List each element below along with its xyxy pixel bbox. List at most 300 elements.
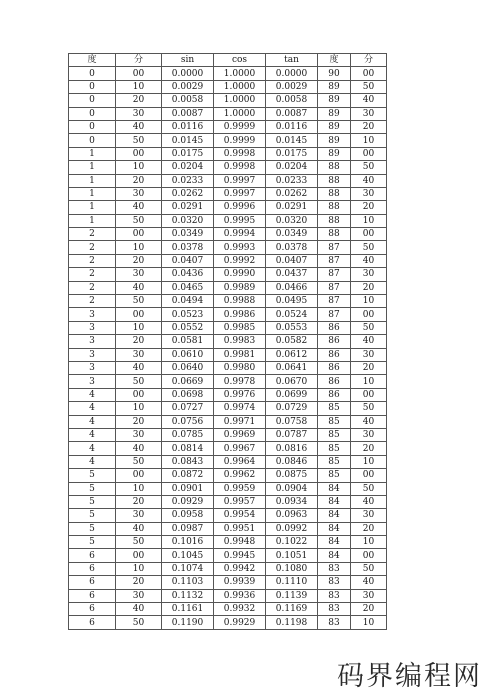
sin-cell: 0.1016 bbox=[162, 536, 214, 549]
table-row bbox=[69, 228, 387, 241]
sin-cell: 0.0814 bbox=[162, 442, 214, 455]
sin-cell: 0.0058 bbox=[162, 94, 214, 107]
complement-degree-cell: 86 bbox=[318, 321, 351, 334]
tan-cell: 0.0963 bbox=[266, 509, 318, 522]
complement-degree-cell: 89 bbox=[318, 120, 351, 133]
cos-cell: 0.9983 bbox=[214, 335, 266, 348]
complement-minute-cell: 30 bbox=[351, 428, 387, 441]
complement-minute-cell: 00 bbox=[351, 469, 387, 482]
complement-degree-cell: 87 bbox=[318, 295, 351, 308]
cos-cell: 0.9936 bbox=[214, 589, 266, 602]
degree-cell: 2 bbox=[69, 254, 116, 267]
cos-cell: 1.0000 bbox=[214, 80, 266, 93]
sin-cell: 0.0640 bbox=[162, 361, 214, 374]
table-row bbox=[69, 415, 387, 428]
cos-cell: 0.9951 bbox=[214, 522, 266, 535]
tan-cell: 0.0087 bbox=[266, 107, 318, 120]
minute-cell: 10 bbox=[116, 241, 162, 254]
minute-cell: 20 bbox=[116, 254, 162, 267]
complement-minute-cell: 40 bbox=[351, 335, 387, 348]
sin-cell: 0.0698 bbox=[162, 388, 214, 401]
complement-minute-cell: 30 bbox=[351, 509, 387, 522]
tan-cell: 0.0846 bbox=[266, 455, 318, 468]
tan-cell: 0.0904 bbox=[266, 482, 318, 495]
minute-cell: 50 bbox=[116, 295, 162, 308]
sin-cell: 0.0116 bbox=[162, 120, 214, 133]
minute-cell: 00 bbox=[116, 388, 162, 401]
table-row bbox=[69, 120, 387, 133]
complement-degree-cell: 88 bbox=[318, 228, 351, 241]
complement-minute-cell: 20 bbox=[351, 603, 387, 616]
complement-minute-cell: 10 bbox=[351, 214, 387, 227]
minute-cell: 10 bbox=[116, 482, 162, 495]
tan-cell: 0.0992 bbox=[266, 522, 318, 535]
complement-minute-cell: 00 bbox=[351, 388, 387, 401]
degree-cell: 6 bbox=[69, 603, 116, 616]
tan-cell: 0.0495 bbox=[266, 295, 318, 308]
complement-minute-cell: 50 bbox=[351, 80, 387, 93]
minute-cell: 10 bbox=[116, 321, 162, 334]
minute-cell: 40 bbox=[116, 522, 162, 535]
table-row bbox=[69, 241, 387, 254]
tan-cell: 0.1169 bbox=[266, 603, 318, 616]
degree-cell: 0 bbox=[69, 120, 116, 133]
header-complement-minute: 分 bbox=[351, 54, 387, 67]
complement-minute-cell: 00 bbox=[351, 147, 387, 160]
complement-minute-cell: 40 bbox=[351, 174, 387, 187]
tan-cell: 0.0553 bbox=[266, 321, 318, 334]
sin-cell: 0.1161 bbox=[162, 603, 214, 616]
tan-cell: 0.0204 bbox=[266, 161, 318, 174]
complement-degree-cell: 90 bbox=[318, 67, 351, 80]
tan-cell: 0.0116 bbox=[266, 120, 318, 133]
complement-degree-cell: 89 bbox=[318, 80, 351, 93]
degree-cell: 6 bbox=[69, 549, 116, 562]
sin-cell: 0.1190 bbox=[162, 616, 214, 629]
sin-cell: 0.0727 bbox=[162, 402, 214, 415]
table-row bbox=[69, 174, 387, 187]
table-row bbox=[69, 161, 387, 174]
sin-cell: 0.0610 bbox=[162, 348, 214, 361]
degree-cell: 4 bbox=[69, 388, 116, 401]
table-row bbox=[69, 94, 387, 107]
complement-minute-cell: 20 bbox=[351, 442, 387, 455]
minute-cell: 30 bbox=[116, 509, 162, 522]
complement-degree-cell: 87 bbox=[318, 308, 351, 321]
table-row bbox=[69, 134, 387, 147]
minute-cell: 10 bbox=[116, 80, 162, 93]
degree-cell: 2 bbox=[69, 228, 116, 241]
complement-degree-cell: 84 bbox=[318, 509, 351, 522]
minute-cell: 20 bbox=[116, 94, 162, 107]
minute-cell: 50 bbox=[116, 375, 162, 388]
cos-cell: 1.0000 bbox=[214, 94, 266, 107]
cos-cell: 0.9996 bbox=[214, 201, 266, 214]
cos-cell: 0.9998 bbox=[214, 161, 266, 174]
complement-minute-cell: 10 bbox=[351, 134, 387, 147]
sin-cell: 0.0378 bbox=[162, 241, 214, 254]
complement-minute-cell: 30 bbox=[351, 589, 387, 602]
degree-cell: 4 bbox=[69, 428, 116, 441]
tan-cell: 0.0466 bbox=[266, 281, 318, 294]
tan-cell: 0.0758 bbox=[266, 415, 318, 428]
table-row bbox=[69, 616, 387, 629]
complement-degree-cell: 83 bbox=[318, 576, 351, 589]
tan-cell: 0.1110 bbox=[266, 576, 318, 589]
table-row bbox=[69, 562, 387, 575]
sin-cell: 0.0233 bbox=[162, 174, 214, 187]
complement-minute-cell: 50 bbox=[351, 482, 387, 495]
tan-cell: 0.0524 bbox=[266, 308, 318, 321]
complement-degree-cell: 87 bbox=[318, 254, 351, 267]
tan-cell: 0.0058 bbox=[266, 94, 318, 107]
degree-cell: 6 bbox=[69, 616, 116, 629]
sin-cell: 0.1103 bbox=[162, 576, 214, 589]
cos-cell: 0.9995 bbox=[214, 214, 266, 227]
tan-cell: 0.0437 bbox=[266, 268, 318, 281]
cos-cell: 0.9945 bbox=[214, 549, 266, 562]
table-row bbox=[69, 589, 387, 602]
complement-minute-cell: 50 bbox=[351, 562, 387, 575]
tan-cell: 0.0378 bbox=[266, 241, 318, 254]
tan-cell: 0.1080 bbox=[266, 562, 318, 575]
cos-cell: 0.9998 bbox=[214, 147, 266, 160]
tan-cell: 0.0291 bbox=[266, 201, 318, 214]
degree-cell: 6 bbox=[69, 576, 116, 589]
table-row bbox=[69, 428, 387, 441]
complement-degree-cell: 85 bbox=[318, 415, 351, 428]
sin-cell: 0.0204 bbox=[162, 161, 214, 174]
minute-cell: 00 bbox=[116, 228, 162, 241]
complement-minute-cell: 10 bbox=[351, 375, 387, 388]
tan-cell: 0.0145 bbox=[266, 134, 318, 147]
cos-cell: 1.0000 bbox=[214, 107, 266, 120]
degree-cell: 1 bbox=[69, 147, 116, 160]
sin-cell: 0.0175 bbox=[162, 147, 214, 160]
table-row bbox=[69, 348, 387, 361]
cos-cell: 0.9971 bbox=[214, 415, 266, 428]
tan-cell: 0.0729 bbox=[266, 402, 318, 415]
minute-cell: 50 bbox=[116, 134, 162, 147]
degree-cell: 4 bbox=[69, 442, 116, 455]
table-row bbox=[69, 147, 387, 160]
tan-cell: 0.1022 bbox=[266, 536, 318, 549]
complement-degree-cell: 88 bbox=[318, 174, 351, 187]
minute-cell: 20 bbox=[116, 335, 162, 348]
cos-cell: 0.9948 bbox=[214, 536, 266, 549]
complement-degree-cell: 85 bbox=[318, 469, 351, 482]
degree-cell: 3 bbox=[69, 348, 116, 361]
complement-minute-cell: 20 bbox=[351, 120, 387, 133]
degree-cell: 3 bbox=[69, 361, 116, 374]
tan-cell: 0.0612 bbox=[266, 348, 318, 361]
degree-cell: 0 bbox=[69, 80, 116, 93]
sin-cell: 0.1132 bbox=[162, 589, 214, 602]
trig-table-sheet bbox=[68, 53, 386, 630]
header-degree: 度 bbox=[69, 54, 116, 67]
sin-cell: 0.0145 bbox=[162, 134, 214, 147]
degree-cell: 5 bbox=[69, 522, 116, 535]
degree-cell: 2 bbox=[69, 295, 116, 308]
complement-minute-cell: 00 bbox=[351, 228, 387, 241]
degree-cell: 3 bbox=[69, 335, 116, 348]
sin-cell: 0.0523 bbox=[162, 308, 214, 321]
minute-cell: 40 bbox=[116, 603, 162, 616]
degree-cell: 4 bbox=[69, 455, 116, 468]
sin-cell: 0.0349 bbox=[162, 228, 214, 241]
minute-cell: 20 bbox=[116, 495, 162, 508]
degree-cell: 0 bbox=[69, 134, 116, 147]
complement-minute-cell: 30 bbox=[351, 187, 387, 200]
complement-degree-cell: 89 bbox=[318, 94, 351, 107]
minute-cell: 50 bbox=[116, 536, 162, 549]
tan-cell: 0.1198 bbox=[266, 616, 318, 629]
table-row bbox=[69, 549, 387, 562]
tan-cell: 0.1139 bbox=[266, 589, 318, 602]
tan-cell: 0.0934 bbox=[266, 495, 318, 508]
cos-cell: 1.0000 bbox=[214, 67, 266, 80]
complement-degree-cell: 86 bbox=[318, 335, 351, 348]
minute-cell: 30 bbox=[116, 428, 162, 441]
table-row bbox=[69, 375, 387, 388]
minute-cell: 30 bbox=[116, 187, 162, 200]
complement-minute-cell: 50 bbox=[351, 402, 387, 415]
degree-cell: 4 bbox=[69, 402, 116, 415]
complement-degree-cell: 84 bbox=[318, 522, 351, 535]
complement-minute-cell: 50 bbox=[351, 321, 387, 334]
complement-minute-cell: 50 bbox=[351, 161, 387, 174]
degree-cell: 0 bbox=[69, 94, 116, 107]
sin-cell: 0.0785 bbox=[162, 428, 214, 441]
complement-degree-cell: 86 bbox=[318, 348, 351, 361]
cos-cell: 0.9959 bbox=[214, 482, 266, 495]
tan-cell: 0.1051 bbox=[266, 549, 318, 562]
table-row bbox=[69, 80, 387, 93]
minute-cell: 10 bbox=[116, 402, 162, 415]
complement-degree-cell: 84 bbox=[318, 549, 351, 562]
table-row bbox=[69, 295, 387, 308]
minute-cell: 00 bbox=[116, 147, 162, 160]
complement-degree-cell: 89 bbox=[318, 147, 351, 160]
degree-cell: 3 bbox=[69, 321, 116, 334]
tan-cell: 0.0875 bbox=[266, 469, 318, 482]
table-row bbox=[69, 254, 387, 267]
complement-degree-cell: 84 bbox=[318, 536, 351, 549]
complement-degree-cell: 89 bbox=[318, 107, 351, 120]
tan-cell: 0.0641 bbox=[266, 361, 318, 374]
complement-degree-cell: 88 bbox=[318, 187, 351, 200]
tan-cell: 0.0787 bbox=[266, 428, 318, 441]
degree-cell: 5 bbox=[69, 495, 116, 508]
cos-cell: 0.9976 bbox=[214, 388, 266, 401]
tan-cell: 0.0029 bbox=[266, 80, 318, 93]
table-body bbox=[69, 67, 387, 629]
complement-minute-cell: 40 bbox=[351, 254, 387, 267]
minute-cell: 00 bbox=[116, 67, 162, 80]
degree-cell: 0 bbox=[69, 67, 116, 80]
sin-cell: 0.0087 bbox=[162, 107, 214, 120]
cos-cell: 0.9969 bbox=[214, 428, 266, 441]
minute-cell: 10 bbox=[116, 161, 162, 174]
complement-degree-cell: 83 bbox=[318, 589, 351, 602]
tan-cell: 0.0349 bbox=[266, 228, 318, 241]
table-row bbox=[69, 187, 387, 200]
tan-cell: 0.0320 bbox=[266, 214, 318, 227]
complement-degree-cell: 84 bbox=[318, 482, 351, 495]
complement-minute-cell: 00 bbox=[351, 549, 387, 562]
table-row bbox=[69, 522, 387, 535]
complement-minute-cell: 50 bbox=[351, 241, 387, 254]
tan-cell: 0.0407 bbox=[266, 254, 318, 267]
table-row bbox=[69, 201, 387, 214]
header-complement-degree: 度 bbox=[318, 54, 351, 67]
tan-cell: 0.0262 bbox=[266, 187, 318, 200]
degree-cell: 5 bbox=[69, 469, 116, 482]
minute-cell: 20 bbox=[116, 576, 162, 589]
sin-cell: 0.0958 bbox=[162, 509, 214, 522]
table-row bbox=[69, 469, 387, 482]
sin-cell: 0.1045 bbox=[162, 549, 214, 562]
complement-degree-cell: 83 bbox=[318, 562, 351, 575]
degree-cell: 1 bbox=[69, 161, 116, 174]
degree-cell: 2 bbox=[69, 281, 116, 294]
complement-degree-cell: 83 bbox=[318, 603, 351, 616]
degree-cell: 2 bbox=[69, 241, 116, 254]
table-row bbox=[69, 603, 387, 616]
minute-cell: 20 bbox=[116, 415, 162, 428]
complement-degree-cell: 85 bbox=[318, 428, 351, 441]
sin-cell: 0.0262 bbox=[162, 187, 214, 200]
complement-minute-cell: 40 bbox=[351, 576, 387, 589]
sin-cell: 0.0669 bbox=[162, 375, 214, 388]
complement-minute-cell: 10 bbox=[351, 616, 387, 629]
minute-cell: 00 bbox=[116, 549, 162, 562]
degree-cell: 1 bbox=[69, 201, 116, 214]
degree-cell: 1 bbox=[69, 174, 116, 187]
complement-degree-cell: 84 bbox=[318, 495, 351, 508]
sin-cell: 0.0000 bbox=[162, 67, 214, 80]
minute-cell: 00 bbox=[116, 308, 162, 321]
table-row bbox=[69, 67, 387, 80]
complement-minute-cell: 40 bbox=[351, 415, 387, 428]
minute-cell: 40 bbox=[116, 442, 162, 455]
cos-cell: 0.9994 bbox=[214, 228, 266, 241]
sin-cell: 0.1074 bbox=[162, 562, 214, 575]
degree-cell: 5 bbox=[69, 536, 116, 549]
complement-minute-cell: 10 bbox=[351, 295, 387, 308]
table-row bbox=[69, 455, 387, 468]
minute-cell: 50 bbox=[116, 214, 162, 227]
sin-cell: 0.0843 bbox=[162, 455, 214, 468]
header-minute: 分 bbox=[116, 54, 162, 67]
table-row bbox=[69, 321, 387, 334]
degree-cell: 3 bbox=[69, 375, 116, 388]
table-row bbox=[69, 268, 387, 281]
sin-cell: 0.0901 bbox=[162, 482, 214, 495]
complement-degree-cell: 85 bbox=[318, 442, 351, 455]
table-row bbox=[69, 388, 387, 401]
header-cos: cos bbox=[214, 54, 266, 67]
complement-degree-cell: 83 bbox=[318, 616, 351, 629]
complement-degree-cell: 86 bbox=[318, 388, 351, 401]
complement-degree-cell: 87 bbox=[318, 241, 351, 254]
cos-cell: 0.9957 bbox=[214, 495, 266, 508]
minute-cell: 50 bbox=[116, 455, 162, 468]
sin-cell: 0.0552 bbox=[162, 321, 214, 334]
complement-degree-cell: 87 bbox=[318, 281, 351, 294]
minute-cell: 30 bbox=[116, 107, 162, 120]
tan-cell: 0.0670 bbox=[266, 375, 318, 388]
table-row bbox=[69, 536, 387, 549]
complement-minute-cell: 00 bbox=[351, 308, 387, 321]
sin-cell: 0.0320 bbox=[162, 214, 214, 227]
sin-cell: 0.0756 bbox=[162, 415, 214, 428]
complement-degree-cell: 85 bbox=[318, 455, 351, 468]
complement-minute-cell: 30 bbox=[351, 107, 387, 120]
degree-cell: 5 bbox=[69, 509, 116, 522]
cos-cell: 0.9988 bbox=[214, 295, 266, 308]
site-watermark: 码界编程网 bbox=[337, 661, 482, 692]
table-row bbox=[69, 442, 387, 455]
table-row bbox=[69, 495, 387, 508]
sin-cell: 0.0581 bbox=[162, 335, 214, 348]
minute-cell: 50 bbox=[116, 616, 162, 629]
sin-cell: 0.0436 bbox=[162, 268, 214, 281]
cos-cell: 0.9997 bbox=[214, 187, 266, 200]
minute-cell: 20 bbox=[116, 174, 162, 187]
complement-minute-cell: 40 bbox=[351, 495, 387, 508]
cos-cell: 0.9964 bbox=[214, 455, 266, 468]
cos-cell: 0.9999 bbox=[214, 134, 266, 147]
sin-cell: 0.0494 bbox=[162, 295, 214, 308]
minute-cell: 00 bbox=[116, 469, 162, 482]
cos-cell: 0.9978 bbox=[214, 375, 266, 388]
table-header-row bbox=[69, 54, 387, 67]
table-row bbox=[69, 214, 387, 227]
minute-cell: 40 bbox=[116, 361, 162, 374]
table-row bbox=[69, 402, 387, 415]
cos-cell: 0.9989 bbox=[214, 281, 266, 294]
table-row bbox=[69, 482, 387, 495]
minute-cell: 30 bbox=[116, 268, 162, 281]
cos-cell: 0.9997 bbox=[214, 174, 266, 187]
complement-degree-cell: 89 bbox=[318, 134, 351, 147]
degree-cell: 2 bbox=[69, 268, 116, 281]
complement-degree-cell: 85 bbox=[318, 402, 351, 415]
cos-cell: 0.9993 bbox=[214, 241, 266, 254]
trig-table bbox=[68, 53, 387, 630]
cos-cell: 0.9981 bbox=[214, 348, 266, 361]
tan-cell: 0.0000 bbox=[266, 67, 318, 80]
table-row bbox=[69, 361, 387, 374]
tan-cell: 0.0816 bbox=[266, 442, 318, 455]
cos-cell: 0.9986 bbox=[214, 308, 266, 321]
cos-cell: 0.9967 bbox=[214, 442, 266, 455]
sin-cell: 0.0872 bbox=[162, 469, 214, 482]
complement-degree-cell: 88 bbox=[318, 201, 351, 214]
degree-cell: 0 bbox=[69, 107, 116, 120]
degree-cell: 1 bbox=[69, 214, 116, 227]
complement-minute-cell: 40 bbox=[351, 94, 387, 107]
complement-degree-cell: 88 bbox=[318, 161, 351, 174]
table-row bbox=[69, 308, 387, 321]
header-tan: tan bbox=[266, 54, 318, 67]
complement-minute-cell: 20 bbox=[351, 522, 387, 535]
minute-cell: 40 bbox=[116, 281, 162, 294]
tan-cell: 0.0699 bbox=[266, 388, 318, 401]
sin-cell: 0.0291 bbox=[162, 201, 214, 214]
cos-cell: 0.9990 bbox=[214, 268, 266, 281]
